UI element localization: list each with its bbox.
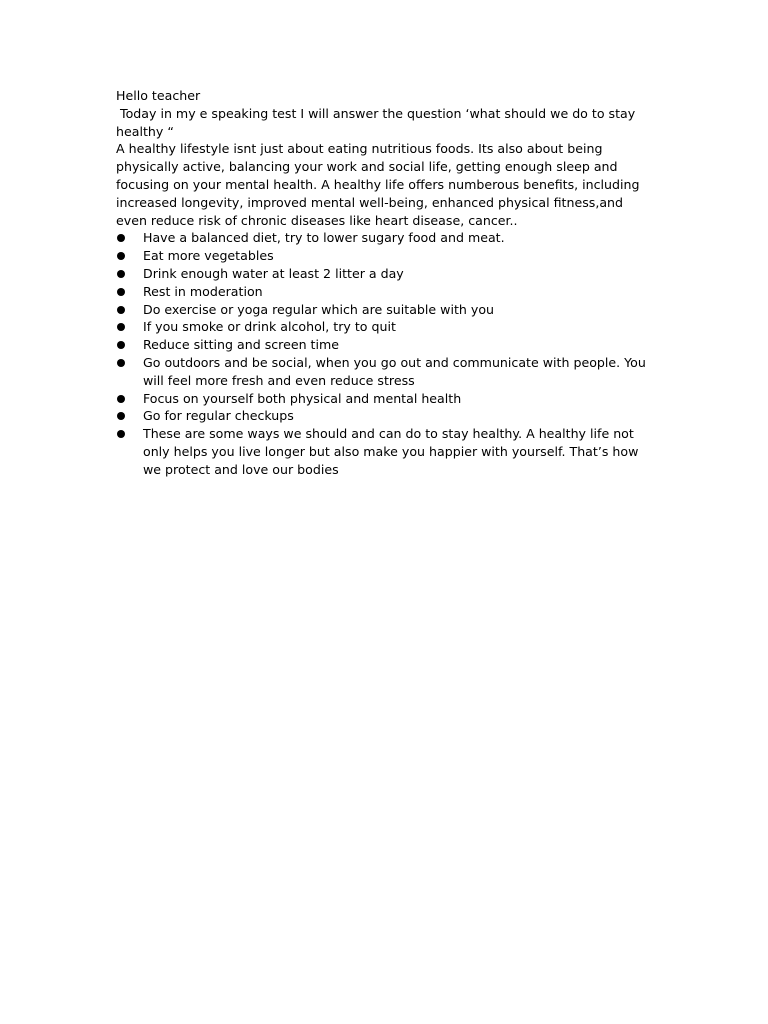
list-item-text: Drink enough water at least 2 litter a day [143, 265, 404, 281]
body-paragraph: A healthy lifestyle isnt just about eating nutritious foods. Its also about being physically active, balancing your work and social life, getting enough sleep and focusing on your mental health. A healthy life offers numberous benefits, including increased longevity, improved mental well-being, enhanced physical fitness,and even reduce risk of chronic diseases like heart disease, cancer.. [116, 141, 644, 228]
list-item [116, 283, 654, 301]
bullet-icon [117, 234, 125, 242]
bullet-icon [117, 395, 125, 403]
list-item-text: Go outdoors and be social, when you go out and communicate with people. You will feel more fresh and even reduce stress [143, 354, 646, 388]
list-item [116, 247, 654, 265]
list-item [116, 265, 654, 283]
list-item [116, 425, 654, 478]
bullet-icon [117, 288, 125, 296]
bullet-icon [117, 430, 125, 438]
list-item [116, 229, 654, 247]
list-item-text: Go for regular checkups [143, 408, 294, 424]
bullet-icon [117, 341, 125, 349]
list-item [116, 390, 654, 408]
healthy-tips-list [116, 229, 654, 478]
list-item-text: These are some ways we should and can do to stay healthy. A healthy life not only helps you live longer but also make you happier with yourself. That’s how we protect and love our bodies [143, 426, 639, 477]
list-item-text: Eat more vegetables [143, 248, 274, 264]
bullet-icon [117, 412, 125, 420]
list-item-text: Focus on yourself both physical and mental health [143, 390, 462, 406]
list-item [116, 336, 654, 354]
bullet-icon [117, 252, 125, 260]
list-item-text: Reduce sitting and screen time [143, 337, 340, 353]
bullet-icon [117, 323, 125, 331]
list-item [116, 318, 654, 336]
bullet-icon [117, 270, 125, 278]
intro-line: Today in my e speaking test I will answer the question ‘what should we do to stay healthy “ [116, 105, 640, 139]
list-item-text: Have a balanced diet, try to lower sugary food and meat. [143, 230, 505, 246]
list-item [116, 354, 654, 390]
list-item-text: Rest in moderation [143, 283, 263, 299]
greeting-line: Hello teacher [116, 88, 201, 103]
list-item-text: Do exercise or yoga regular which are suitable with you [143, 301, 495, 317]
list-item [116, 407, 654, 425]
bullet-icon [117, 306, 125, 314]
bullet-icon [117, 359, 125, 367]
list-item [116, 301, 654, 319]
list-item-text: If you smoke or drink alcohol, try to quit [143, 319, 396, 335]
document-page [116, 87, 654, 479]
